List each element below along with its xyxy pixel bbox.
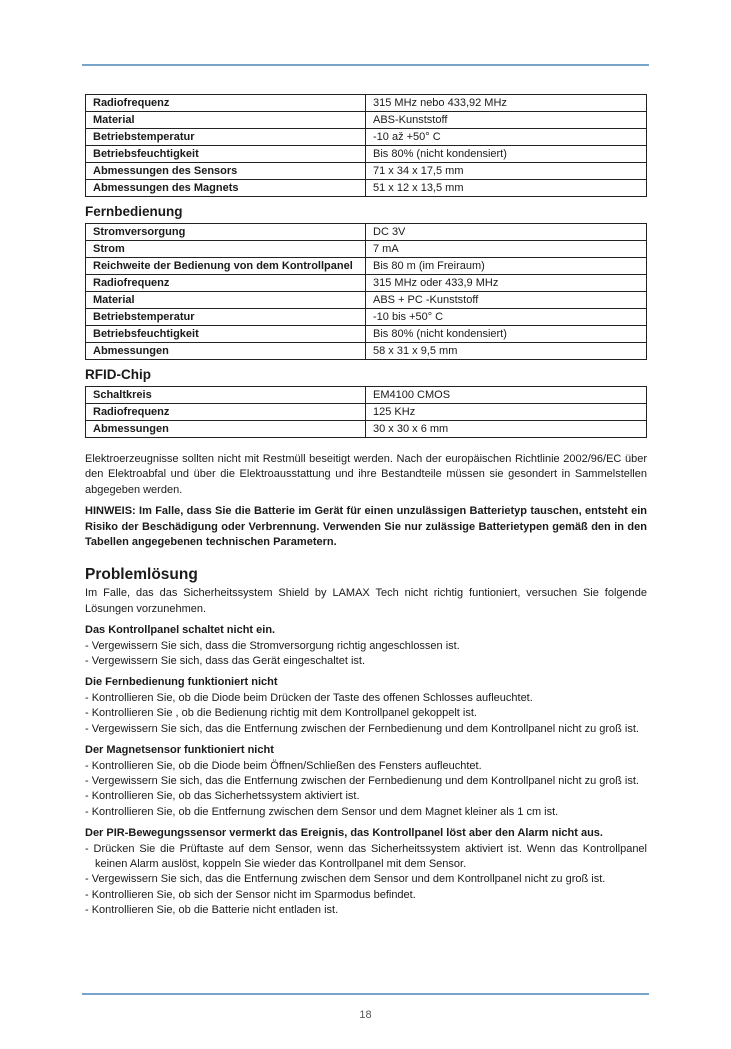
- problem-heading: Problemlösung: [85, 566, 198, 584]
- table-row: [86, 275, 647, 292]
- spec-value: -10 až +50° C: [366, 129, 647, 146]
- list-item: - Kontrollieren Sie, ob die Diode beim Öffnen/Schließen des Fensters aufleuchtet.: [85, 759, 482, 772]
- spec-value: 58 x 31 x 9,5 mm: [366, 343, 647, 360]
- table-row: [86, 258, 647, 275]
- table-row: [86, 309, 647, 326]
- spec-label: Schaltkreis: [86, 387, 366, 404]
- spec-label: Abmessungen: [86, 421, 366, 438]
- disposal-paragraph: Elektroerzeugnisse sollten nicht mit Restmüll beseitigt werden. Nach der europäischen Richtlinie 2002/96/EC über den Elektroabfal und über die Elektroausstattung und ihre Bestandteile müssen sie gesondert in Sammelstellen abgegeben werden.: [85, 453, 647, 496]
- spec-value: Bis 80% (nicht kondensiert): [366, 326, 647, 343]
- spec-value: Bis 80 m (im Freiraum): [366, 258, 647, 275]
- remote-spec-table: [85, 223, 647, 360]
- spec-label: Radiofrequenz: [86, 95, 366, 112]
- hinweis-paragraph: HINWEIS: Im Falle, dass Sie die Batterie im Gerät für einen unzulässigen Batterietyp tauschen, entsteht ein Risiko der Beschädigung oder Verbrennung. Verwenden Sie nur zulässige Batterietypen gemäß den in den Tabellen angegebenen technischen Parametern.: [85, 505, 647, 549]
- problem-intro: Im Falle, das das Sicherheitssystem Shield by LAMAX Tech nicht richtig funtioniert, versuchen Sie folgende Lösungen vorzunehmen.: [85, 587, 647, 615]
- list-item: - Kontrollieren Sie, ob sich der Sensor nicht im Sparmodus befindet.: [85, 888, 416, 901]
- section-heading: Der Magnetsensor funktioniert nicht: [85, 744, 274, 757]
- spec-label: Betriebsfeuchtigkeit: [86, 146, 366, 163]
- footer-rule: [82, 993, 649, 995]
- table-row: [86, 180, 647, 197]
- spec-label: Material: [86, 112, 366, 129]
- table-row: [86, 163, 647, 180]
- rfid-heading: RFID-Chip: [85, 367, 151, 382]
- table-row: [86, 387, 647, 404]
- list-item: - Vergewissern Sie sich, dass die Stromversorgung richtig angeschlossen ist.: [85, 639, 460, 652]
- list-item: - Drücken Sie die Prüftaste auf dem Sensor, wenn das Sicherheitssystem aktiviert ist. Wenn das Kontrollpanel keinen Alarm auslöst, koppeln Sie wieder das Kontrollpanel mit dem Sensor.: [85, 842, 647, 870]
- troubleshooting-section: [85, 826, 647, 918]
- section-heading: Die Fernbedienung funktioniert nicht: [85, 676, 278, 689]
- spec-label: Stromversorgung: [86, 224, 366, 241]
- spec-label: Material: [86, 292, 366, 309]
- list-item: - Vergewissern Sie sich, dass das Gerät eingeschaltet ist.: [85, 655, 366, 668]
- table-row: [86, 421, 647, 438]
- spec-value: 315 MHz nebo 433,92 MHz: [366, 95, 647, 112]
- spec-label: Abmessungen des Sensors: [86, 163, 366, 180]
- spec-value: 315 MHz oder 433,9 MHz: [366, 275, 647, 292]
- list-item: - Kontrollieren Sie, ob die Batterie nicht entladen ist.: [85, 904, 339, 917]
- section-heading: Der PIR-Bewegungssensor vermerkt das Ereignis, das Kontrollpanel löst aber den Alarm nicht aus.: [85, 827, 603, 840]
- list-item: - Kontrollieren Sie , ob die Bedienung richtig mit dem Kontrollpanel gekoppelt ist.: [85, 707, 477, 720]
- spec-label: Reichweite der Bedienung von dem Kontrollpanel: [86, 258, 366, 275]
- rfid-spec-table: [85, 386, 647, 438]
- spec-value: 51 x 12 x 13,5 mm: [366, 180, 647, 197]
- section-heading: Das Kontrollpanel schaltet nicht ein.: [85, 624, 276, 637]
- troubleshooting-section: [85, 675, 647, 737]
- spec-value: Bis 80% (nicht kondensiert): [366, 146, 647, 163]
- spec-value: DC 3V: [366, 224, 647, 241]
- spec-value: ABS + PC -Kunststoff: [366, 292, 647, 309]
- table-row: [86, 343, 647, 360]
- spec-label: Betriebstemperatur: [86, 129, 366, 146]
- troubleshooting-section: [85, 623, 647, 669]
- table-row: [86, 224, 647, 241]
- table-row: [86, 112, 647, 129]
- list-item: - Kontrollieren Sie, ob die Entfernung zwischen dem Sensor und dem Magnet kleiner als 1 cm ist.: [85, 805, 559, 818]
- spec-label: Betriebstemperatur: [86, 309, 366, 326]
- spec-label: Strom: [86, 241, 366, 258]
- table-row: [86, 146, 647, 163]
- spec-value: 125 KHz: [366, 404, 647, 421]
- spec-label: Abmessungen: [86, 343, 366, 360]
- troubleshooting-sections: [85, 623, 647, 918]
- spec-value: EM4100 CMOS: [366, 387, 647, 404]
- spec-value: 71 x 34 x 17,5 mm: [366, 163, 647, 180]
- list-item: - Vergewissern Sie sich, das die Entfernung zwischen der Fernbedienung und dem Kontrollpanel nicht zu groß ist.: [85, 722, 639, 735]
- list-item: - Kontrollieren Sie, ob das Sicherhetssystem aktiviert ist.: [85, 790, 360, 803]
- list-item: - Vergewissern Sie sich, das die Entfernung zwischen dem Sensor und dem Kontrollpanel nicht zu groß ist.: [85, 873, 606, 886]
- spec-label: Radiofrequenz: [86, 404, 366, 421]
- spec-label: Abmessungen des Magnets: [86, 180, 366, 197]
- spec-value: 30 x 30 x 6 mm: [366, 421, 647, 438]
- header-rule: [82, 64, 649, 66]
- page-number: 18: [359, 1009, 372, 1021]
- sensor-spec-table: [85, 94, 647, 197]
- spec-label: Betriebsfeuchtigkeit: [86, 326, 366, 343]
- spec-value: ABS-Kunststoff: [366, 112, 647, 129]
- spec-value: -10 bis +50° C: [366, 309, 647, 326]
- troubleshooting-section: [85, 743, 647, 820]
- table-row: [86, 95, 647, 112]
- table-row: [86, 292, 647, 309]
- page-content: [85, 94, 647, 919]
- table-row: [86, 129, 647, 146]
- spec-value: 7 mA: [366, 241, 647, 258]
- table-row: [86, 326, 647, 343]
- fernbedienung-heading: Fernbedienung: [85, 204, 183, 219]
- table-row: [86, 241, 647, 258]
- list-item: - Kontrollieren Sie, ob die Diode beim Drücken der Taste des offenen Schlosses aufleuchtet.: [85, 691, 533, 704]
- list-item: - Vergewissern Sie sich, das die Entfernung zwischen der Fernbedienung und dem Kontrollpanel nicht zu groß ist.: [85, 774, 639, 787]
- table-row: [86, 404, 647, 421]
- spec-label: Radiofrequenz: [86, 275, 366, 292]
